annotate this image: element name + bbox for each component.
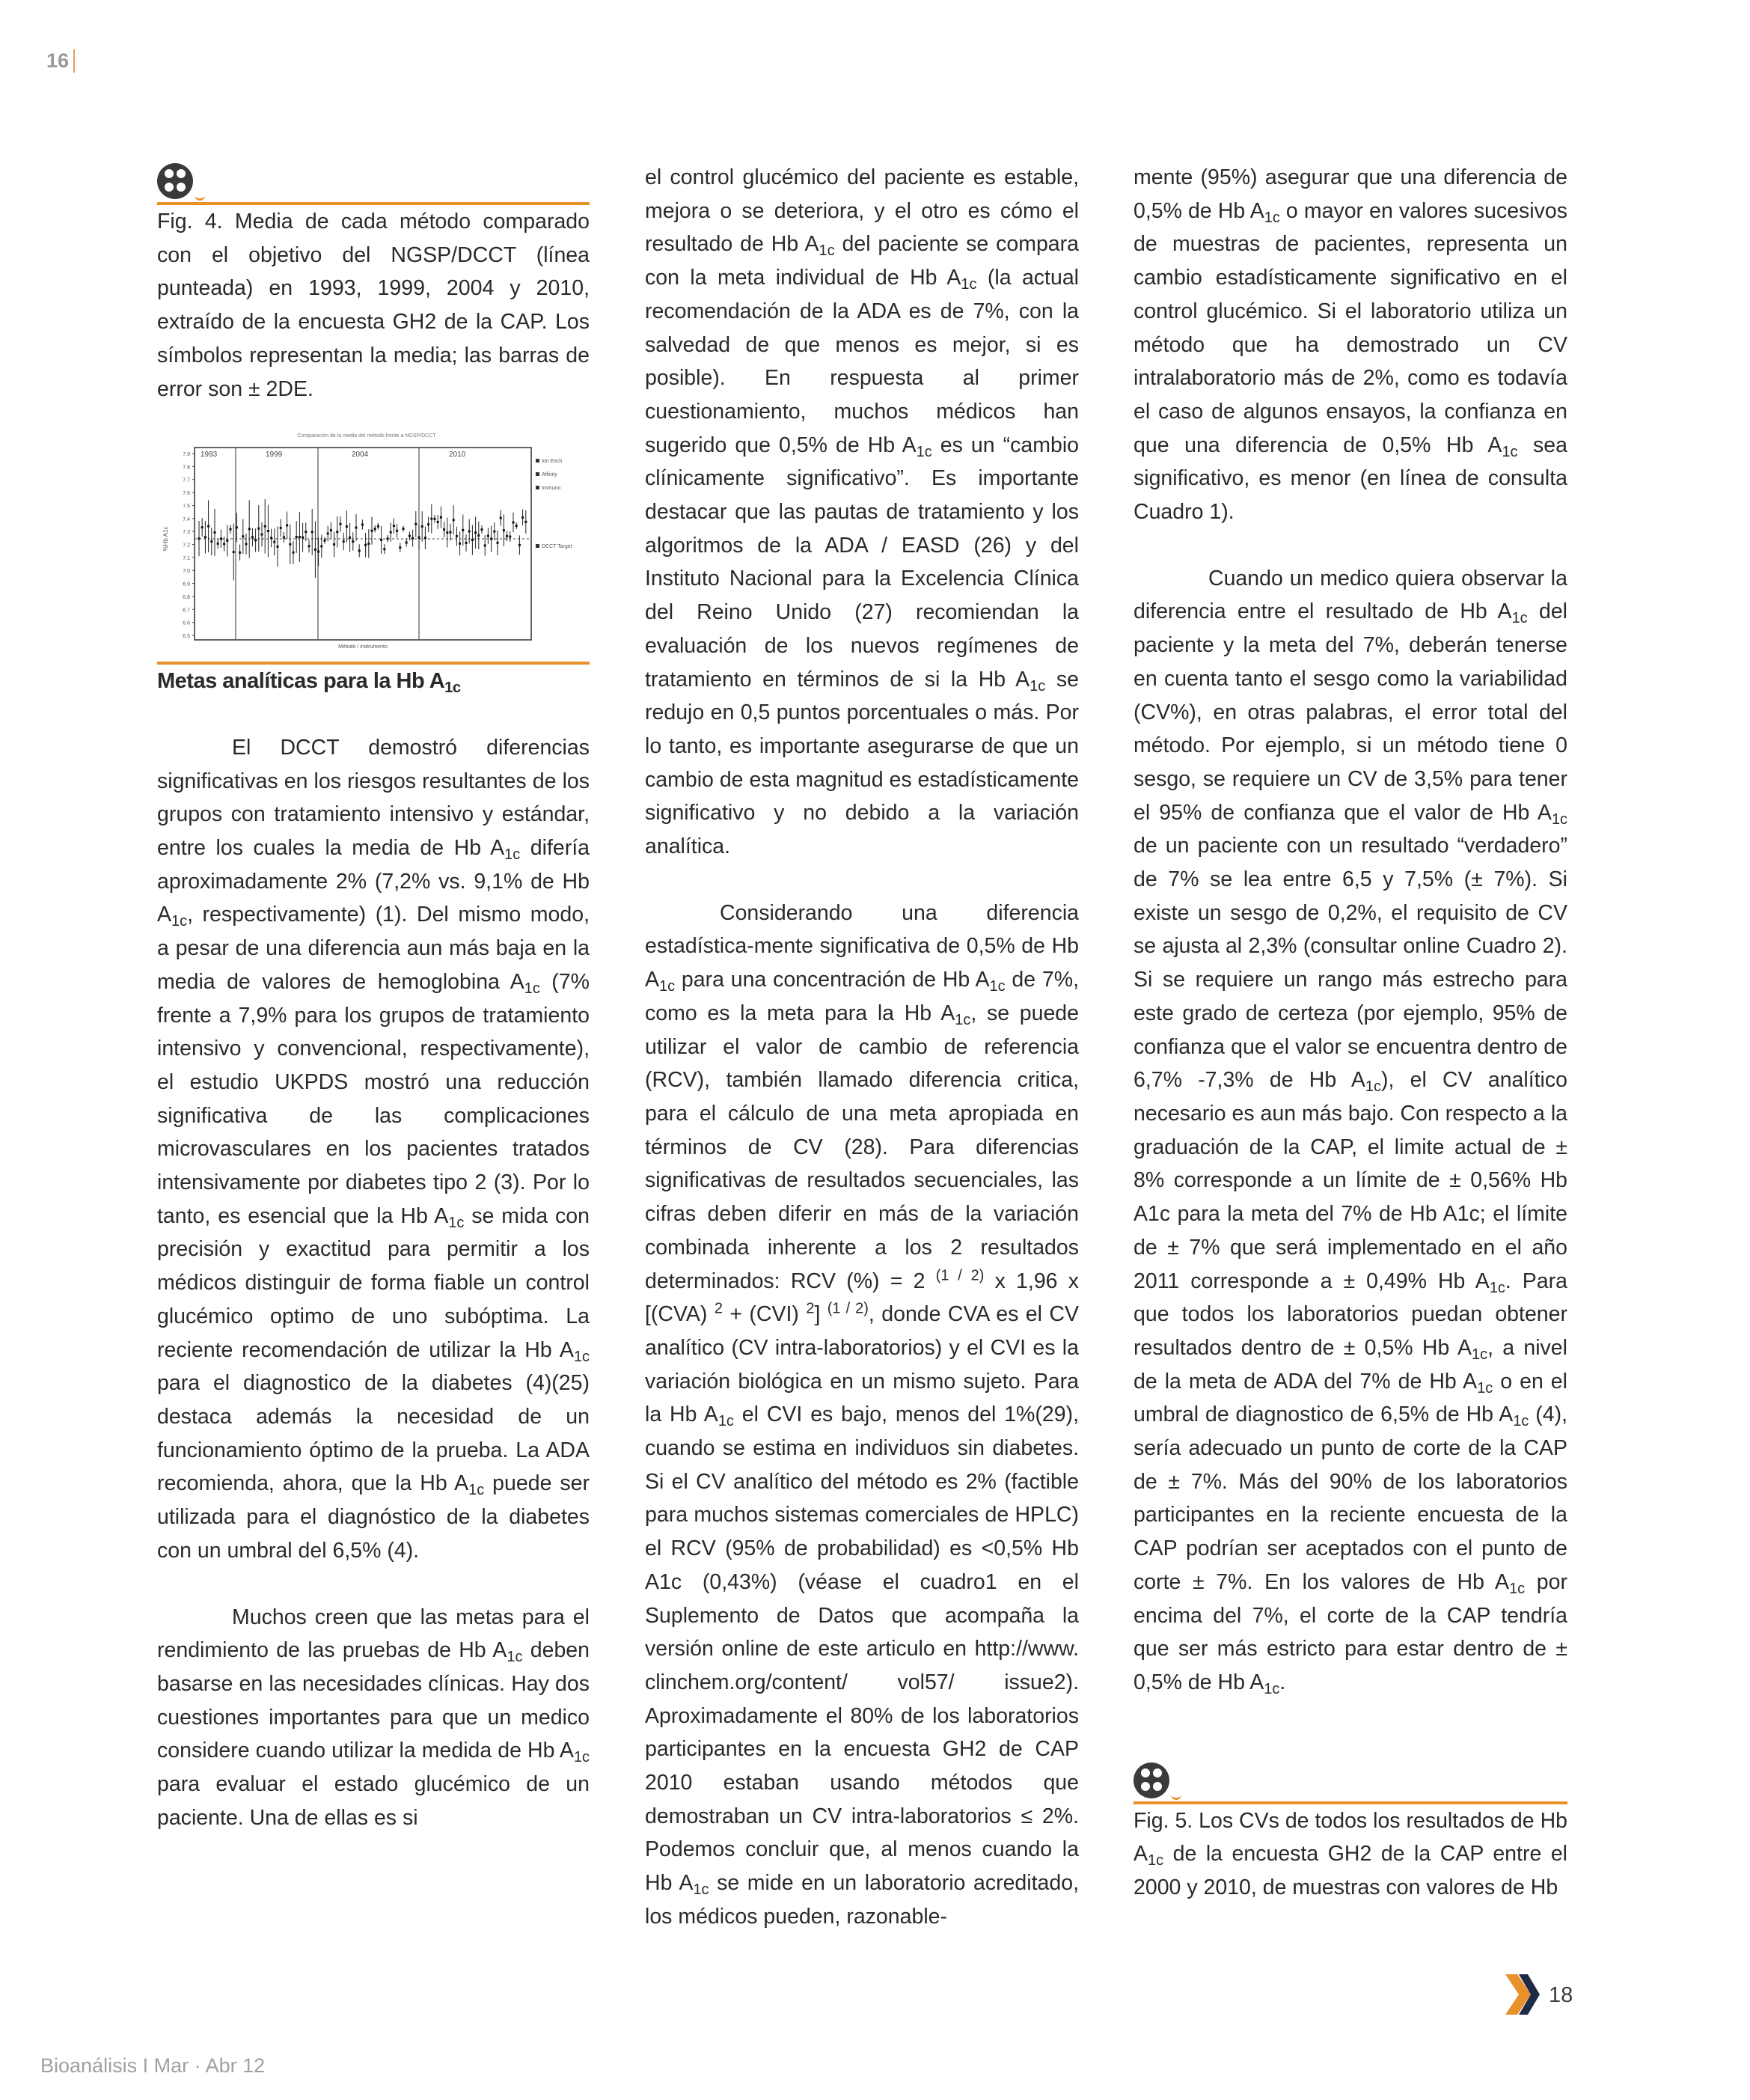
mean-marker	[343, 540, 345, 543]
mean-marker	[340, 523, 342, 525]
year-label: 1993	[201, 451, 218, 460]
mean-marker	[311, 531, 313, 534]
mean-marker	[493, 531, 495, 533]
mean-marker	[387, 537, 389, 540]
mean-marker	[414, 523, 417, 525]
y-tick-label: 7.4	[183, 517, 190, 523]
mean-marker	[374, 528, 376, 530]
mean-marker	[390, 531, 392, 534]
year-label: 1999	[266, 451, 283, 460]
mean-marker	[220, 538, 222, 540]
y-tick-label: 7.1	[183, 556, 190, 562]
mean-marker	[430, 518, 432, 520]
mean-marker	[503, 529, 505, 531]
mean-marker	[513, 522, 515, 524]
mean-marker	[474, 532, 477, 534]
column-1	[157, 161, 590, 1834]
col2-paragraph-2: Considerando una diferencia estadística-mente significativa de 0,5% de Hb $A_{1c}$ para una concentración de Hb $A_{1c}$ de 7%, como es la meta para la Hb $A_{1c}$, se puede utilizar el valor de cambio de referencia (RCV), también llamado diferencia critica, para el cálculo de una meta apropiada en términos de CV (28). Para diferencias significativas de resultados secuenciales, las cifras deben diferir en más de la variación combinada inherente a los 2 resultados determinados: RCV (%) = 2 $^{(1 / 2)}$ x 1,96 x [(CVA) $^2$ + (CVI) $^2$] $^{(1 / 2)}$, donde CVA es el CV analítico (CV intra-laboratorios) y el CVI es la variación biológica en un mismo sujeto. Para la Hb $A_{1c}$ el CVI es bajo, menos del 1%(29), cuando se estima en individuos sin diabetes. Si el CV analítico del método es 2% (factible para muchos sistemas comerciales de HPLC) el RCV (95% de probabilidad) es <0,5% Hb A1c (0,43%) (véase el cuadro1 en el Suplemento de Datos que acompaña la versión online de este articulo en http://www. clinchem.org/content/ vol57/ issue2). Aproximadamente el 80% de los laboratorios participantes en la encuesta GH2 de CAP 2010 estaban usando métodos que demostraban un CV intra-laboratorios ≤ 2%. Podemos concluir que, al menos cuando la Hb $A_{1c}$ se mide en un laboratorio acreditado, los médicos pueden, razonable-	[645, 900, 1080, 1929]
mean-marker	[477, 534, 480, 537]
mean-marker	[324, 540, 326, 542]
mean-marker	[509, 536, 511, 538]
mean-marker	[257, 528, 260, 530]
x-axis-label: Método / instrumento	[338, 644, 388, 650]
year-label: 2004	[352, 451, 369, 460]
mean-marker	[330, 529, 332, 531]
mean-marker	[327, 533, 329, 535]
mean-marker	[358, 550, 361, 552]
mean-marker	[471, 539, 474, 541]
mean-marker	[223, 543, 225, 546]
fig5-caption: Fig. 5. Los CVs de todos los resultados de Hb $A_{1c}$ de la encuesta GH2 de la CAP entre el 2000 y 2010, de muestras con valores de Hb	[1133, 1808, 1567, 1900]
mean-marker	[437, 521, 439, 523]
column-3	[1133, 161, 1567, 1905]
legend-entry: Immuno	[542, 486, 561, 492]
mean-marker	[377, 525, 379, 528]
mean-marker	[201, 526, 204, 528]
mean-marker	[239, 552, 241, 554]
mean-marker	[518, 544, 521, 546]
mean-marker	[434, 518, 436, 520]
mean-marker	[204, 536, 206, 538]
y-tick-label: 6.9	[183, 582, 190, 587]
mean-marker	[506, 535, 508, 537]
mean-marker	[361, 524, 364, 526]
col1-paragraph-2: Muchos creen que las metas para el rendimiento de las pruebas de Hb $A_{1c}$ deben basarse en las necesidades clínicas. Hay dos cuestiones importantes para que un medico considere cuando utilizar la medida de Hb $A_{1c}$ para evaluar el estado glucémico de un paciente. Una de ellas es si	[157, 1605, 590, 1830]
mean-marker	[308, 545, 310, 547]
mean-marker	[383, 548, 385, 550]
mean-marker	[314, 549, 316, 551]
mean-marker	[481, 528, 483, 531]
mean-marker	[399, 546, 401, 549]
mean-marker	[296, 536, 298, 538]
mean-marker	[418, 537, 420, 539]
mean-marker	[396, 530, 398, 532]
y-tick-label: 6.8	[183, 595, 190, 601]
mean-marker	[317, 551, 319, 553]
footer: Bioanálisis I Mar · Abr 12	[40, 2054, 266, 2077]
mean-marker	[462, 529, 464, 531]
mean-marker	[446, 531, 448, 534]
mean-marker	[355, 527, 358, 529]
legend-marker	[536, 472, 539, 476]
col3-paragraph-1: mente (95%) asegurar que una diferencia de 0,5% de Hb $A_{1c}$ o mayor en valores sucesivos de muestras de pacientes, representa un cambio estadísticamente significativo en el control glucémico. Si el laboratorio utiliza un método que ha demostrado un CV intralaboratorio más de 2%, como es todavía el caso de algunos ensayos, la confianza en que una diferencia de 0,5% Hb $A_{1c}$ sea significativo, es menor (en línea de consulta Cuadro 1).	[1133, 165, 1568, 525]
mean-marker	[393, 525, 395, 527]
mean-marker	[214, 531, 216, 534]
column-2	[645, 161, 1079, 1934]
section-title: Metas analíticas para la Hb $A_{1c}$	[157, 669, 461, 697]
mean-marker	[245, 543, 248, 546]
col3-paragraph-2: Cuando un medico quiera observar la diferencia entre el resultado de Hb $A_{1c}$ del paciente y la meta del 7%, deberán tenerse en cuenta tanto el sesgo como la variabilidad (CV%), en otras palabras, el error total del método. Por ejemplo, si un método tiene 0 sesgo, se requiere un CV de 3,5% para tener el 95% de confianza que el valor de Hb $A_{1c}$ de un paciente con un resultado “verdadero” de 7% se lea entre 6,5 y 7,5% (± 7%). Si existe un sesgo de 0,2%, el requisito de CV se ajusta al 2,3% (consultar online Cuadro 2). Si se requiere un rango más estrecho para este grado de certeza (por ejemplo, 95% de confianza que el valor se encuentra dentro de 6,7% -7,3% de Hb $A_{1c}$), el CV analítico necesario es aun más bajo. Con respecto a la graduación de la CAP, el limite actual de ± 8% corresponde a un límite de ± 0,56% Hb A1c para la meta del 7% de Hb A1c; el límite de ± 7% que será implementado en el año 2011 corresponde a ± 0,49% Hb $A_{1c}$. Para que todos los laboratorios puedan obtener resultados dentro de ± 0,5% Hb $A_{1c}$, a nivel de la meta de ADA del 7% de Hb $A_{1c}$ o en el umbral de diagnostico de 6,5% de Hb $A_{1c}$ (4), sería adecuado un punto de corte de la CAP de ± 7%. Más del 90% de los laboratorios participantes en la reciente encuesta de la CAP podrían ser aceptados con el punto de corte ± 7%. En los valores de Hb $A_{1c}$ por encima del 7%, el corte de la CAP tendría que ser más estricto para estar dentro de ± 0,5% de Hb $A_{1c}$.	[1133, 566, 1567, 1697]
mean-marker	[367, 543, 370, 545]
mean-marker	[465, 542, 468, 544]
mean-marker	[242, 535, 244, 537]
mean-marker	[406, 542, 408, 544]
y-axis-label: %Hb A1c	[162, 526, 169, 552]
mean-marker	[487, 535, 489, 537]
mean-marker	[364, 544, 367, 546]
mean-marker	[453, 519, 455, 522]
mean-marker	[450, 531, 452, 534]
mean-marker	[515, 525, 518, 527]
mean-marker	[289, 543, 291, 546]
mean-marker	[207, 525, 209, 528]
mean-marker	[217, 543, 219, 545]
film-reel-icon	[157, 163, 193, 199]
legend-marker	[536, 459, 539, 463]
mean-marker	[286, 525, 288, 527]
mean-marker	[421, 525, 423, 528]
mean-marker	[349, 537, 351, 539]
mean-marker	[521, 516, 524, 519]
legend-marker	[536, 544, 539, 548]
legend-entry: Affinity	[542, 472, 557, 478]
mean-marker	[412, 537, 414, 540]
mean-marker	[210, 540, 212, 543]
y-tick-label: 7.7	[183, 477, 190, 483]
next-arrow-icon	[1505, 1974, 1540, 2015]
plot-title: Comparación de la media del método frente a NGSP/DCCT	[297, 433, 436, 439]
mean-marker	[427, 523, 429, 525]
col1-paragraph-1: El DCCT demostró diferencias significativas en los riesgos resultantes de los grupos con tratamiento intensivo y estándar, entre los cuales la media de Hb $A_{1c}$ difería aproximadamente 2% (7,2% vs. 9,1% de Hb $A_{1c}$, respectivamente) (1). Del mismo modo, a pesar de una diferencia aun más baja en la media de valores de hemoglobina $A_{1c}$ (7% frente a 7,9% para los grupos de tratamiento intensivo y convencional, respectivamente), el estudio UKPDS mostró una reducción significativa de las complicaciones microvasculares en los pacientes tratados intensivamente por diabetes tipo 2 (3). Por lo tanto, es esencial que la Hb $A_{1c}$ se mida con precisión y exactitud para permitir a los médicos distinguir de forma fiable un control glucémico optimo de uno subóptima. La reciente recomendación de utilizar la Hb $A_{1c}$ para el diagnostico de la diabetes (4)(25) destaca además la necesidad de un funcionamiento óptimo de la prueba. La ADA recomienda, ahora, que la Hb $A_{1c}$ puede ser utilizada para el diagnóstico de la diabetes con un umbral del 6,5% (4).	[157, 735, 590, 1563]
mean-marker	[490, 538, 492, 540]
y-tick-label: 7.0	[183, 569, 190, 575]
fig4-caption: Fig. 4. Media de cada método comparado con el objetivo del NGSP/DCCT (línea punteada) en 1993, 1999, 2004 y 2010, extraído de la encuesta GH2 de la CAP. Los símbolos representan la media; las barras de error son ± 2DE.	[157, 210, 590, 401]
mean-marker	[198, 537, 201, 540]
mean-marker	[336, 531, 338, 533]
mean-marker	[443, 528, 445, 531]
mean-marker	[380, 539, 382, 541]
legend-entry: DCCT Target	[542, 544, 572, 550]
mean-marker	[440, 516, 442, 519]
y-tick-label: 6.5	[183, 634, 190, 640]
mean-marker	[403, 528, 405, 530]
mean-marker	[251, 537, 254, 539]
mean-marker	[497, 542, 499, 544]
y-tick-label: 7.2	[183, 543, 190, 549]
mean-marker	[277, 546, 279, 548]
y-tick-label: 7.6	[183, 491, 190, 497]
page-number-top: 16	[46, 49, 75, 73]
mean-marker	[409, 535, 411, 537]
mean-marker	[280, 527, 282, 529]
mean-marker	[267, 530, 269, 532]
y-tick-label: 6.6	[183, 620, 190, 626]
y-tick-label: 6.7	[183, 608, 190, 614]
mean-marker	[261, 534, 263, 536]
mean-marker	[264, 525, 266, 528]
mean-marker	[346, 525, 348, 528]
legend-marker	[536, 486, 539, 489]
mean-marker	[230, 528, 232, 531]
mean-marker	[233, 551, 235, 553]
mean-marker	[305, 531, 307, 533]
mean-marker	[352, 540, 354, 543]
mean-marker	[270, 537, 272, 540]
mean-marker	[226, 540, 228, 542]
y-tick-label: 7.9	[183, 452, 190, 458]
mean-marker	[283, 537, 285, 539]
mean-marker	[254, 540, 257, 542]
col2-paragraph-1: el control glucémico del paciente es estable, mejora o se deteriora, y el otro es cómo el resultado de Hb $A_{1c}$ del paciente se compara con la meta individual de Hb $A_{1c}$ (la actual recomendación de la ADA es de 7%, con la salvedad de que menos es mejor, si es posible). En respuesta al primer cuestionamiento, muchos médicos han sugerido que 0,5% de Hb $A_{1c}$ es un “cambio clínicamente significativo”. Es importante destacar que las pautas de tratamiento y los algoritmos de la ADA / EASD (26) y del Instituto Nacional para la Excelencia Clínica del Reino Unido (27) recomiendan la evaluación de los nuevos regímenes de tratamiento en términos de si la Hb $A_{1c}$ se redujo en 0,5 puntos porcentuales o más. Por lo tanto, es importante asegurarse de que un cambio de esta magnitud es estadísticamente significativo y no debido a la variación analítica.	[645, 165, 1080, 859]
mean-marker	[456, 535, 458, 537]
mean-marker	[371, 530, 373, 532]
mean-marker	[248, 528, 251, 531]
mean-marker	[236, 527, 238, 529]
mean-marker	[302, 537, 304, 539]
mean-marker	[468, 531, 471, 533]
film-reel-icon	[1133, 1762, 1169, 1798]
mean-marker	[320, 546, 322, 548]
mean-marker	[500, 517, 502, 519]
mean-marker	[333, 543, 335, 546]
mean-marker	[459, 543, 461, 545]
mean-marker	[299, 536, 301, 538]
mean-marker	[524, 521, 527, 523]
legend-entry: Ion Exch	[542, 459, 563, 465]
mean-marker	[293, 552, 295, 554]
y-tick-label: 7.3	[183, 530, 190, 536]
y-tick-label: 7.8	[183, 465, 190, 471]
mean-marker	[484, 545, 486, 547]
mean-marker	[424, 537, 426, 539]
y-tick-label: 7.5	[183, 504, 190, 510]
fig4-plot	[157, 427, 597, 651]
mean-marker	[273, 541, 275, 543]
page-number-bottom: 18	[1549, 1983, 1573, 2007]
year-label: 2010	[449, 451, 466, 460]
